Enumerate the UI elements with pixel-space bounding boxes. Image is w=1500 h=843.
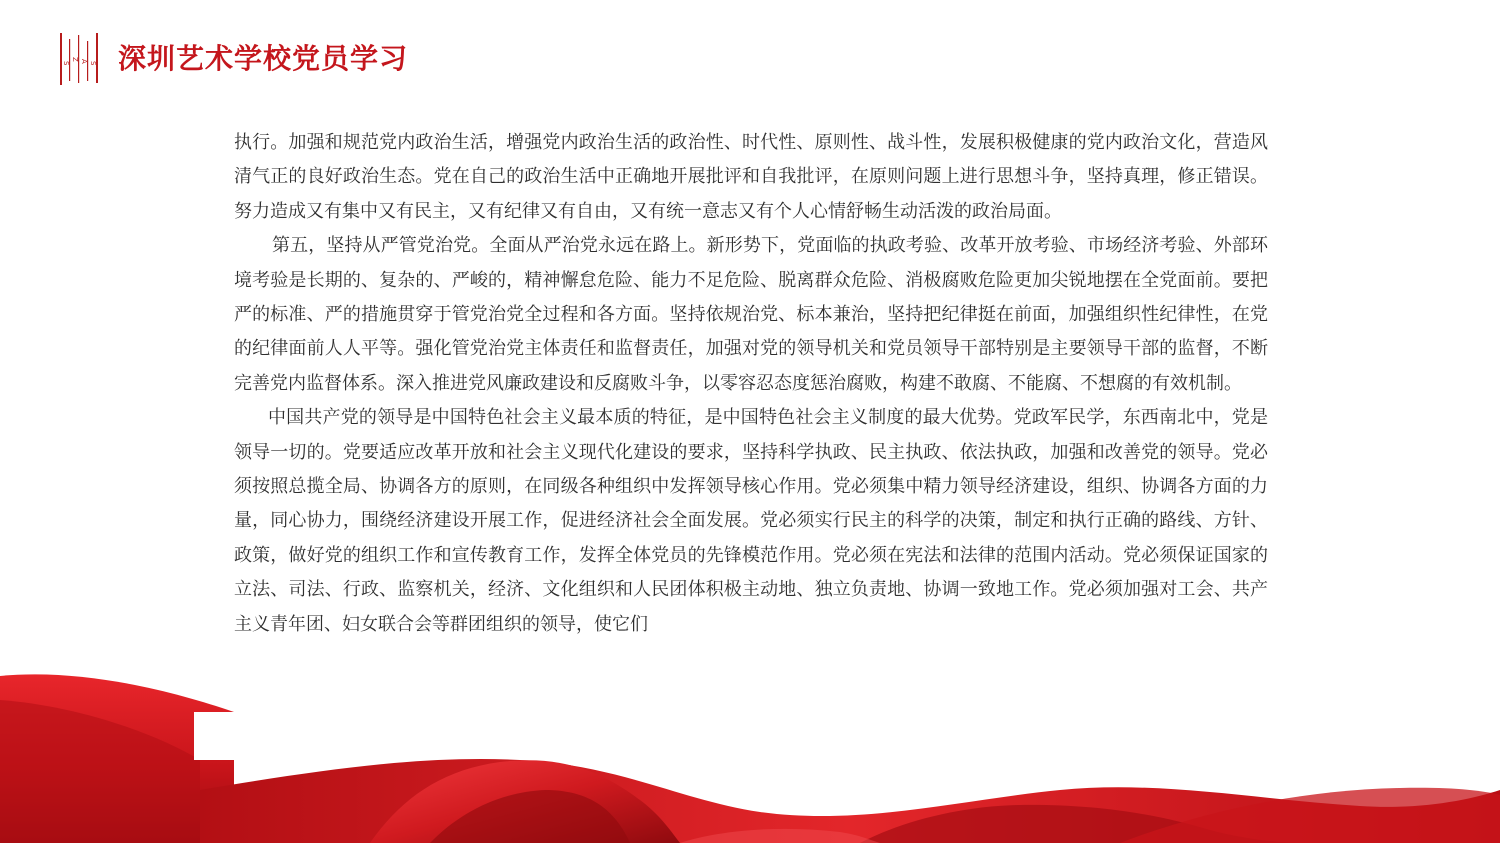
paragraph-2: 第五，坚持从严管党治党。全面从严治党永远在路上。新形势下，党面临的执政考验、改革开放考验、市场经济考验、外部环境考验是长期的、复杂的、严峻的，精神懈怠危险、能力不足危险、脱离群众危险、消极腐败危险更加尖锐地摆在全党面前。要把严的标准、严的措施贯穿于管党治党全过程和各方面。坚持依规治党、标本兼治，坚持把纪律挺在前面，加强组织性纪律性，在党的纪律面前人人平等。强化管党治党主体责任和监督责任，加强对党的领导机关和党员领导干部特别是主要领导干部的监督，不断完善党内监督体系。深入推进党风廉政建设和反腐败斗争，以零容忍态度惩治腐败，构建不敢腐、不能腐、不想腐的有效机制。 [234,235,1268,394]
svg-text:S: S [62,61,70,66]
page-title: 深圳艺术学校党员学习 [118,42,409,75]
svg-text:A: A [80,59,88,64]
paragraph-1: 执行。加强和规范党内政治生活，增强党内政治生活的政治性、时代性、原则性、战斗性，发展积极健康的党内政治文化，营造风清气正的良好政治生态。党在自己的政治生活中正确地开展批评和自我批评，在原则问题上进行思想斗争，坚持真理，修正错误。努力造成又有集中又有民主，又有纪律又有自由，又有统一意志又有个人心情舒畅生动活泼的政治局面。 [234,132,1268,222]
logo-stripes-icon [58,31,104,87]
svg-text:Z: Z [71,57,79,62]
paragraph-3: 中国共产党的领导是中国特色社会主义最本质的特征，是中国特色社会主义制度的最大优势。党政军民学，东西南北中，党是领导一切的。党要适应改革开放和社会主义现代化建设的要求，坚持科学执政、民主执政、依法执政，加强和改善党的领导。党必须按照总揽全局、协调各方的原则，在同级各种组织中发挥领导核心作用。党必须集中精力领导经济建设，组织、协调各方面的力量，同心协力，围绕经济建设开展工作，促进经济社会全面发展。党必须实行民主的科学的决策，制定和执行正确的路线、方针、政策，做好党的组织工作和宣传教育工作，发挥全体党员的先锋模范作用。党必须在宪法和法律的范围内活动。党必须保证国家的立法、司法、行政、监察机关，经济、文化组织和人民团体积极主动地、独立负责地、协调一致地工作。党必须加强对工会、共产主义青年团、妇女联合会等群团组织的领导，使它们 [234,407,1268,635]
page-header [58,31,408,87]
article-body [234,126,1268,642]
svg-text:S: S [89,61,97,66]
school-logo [58,31,104,87]
